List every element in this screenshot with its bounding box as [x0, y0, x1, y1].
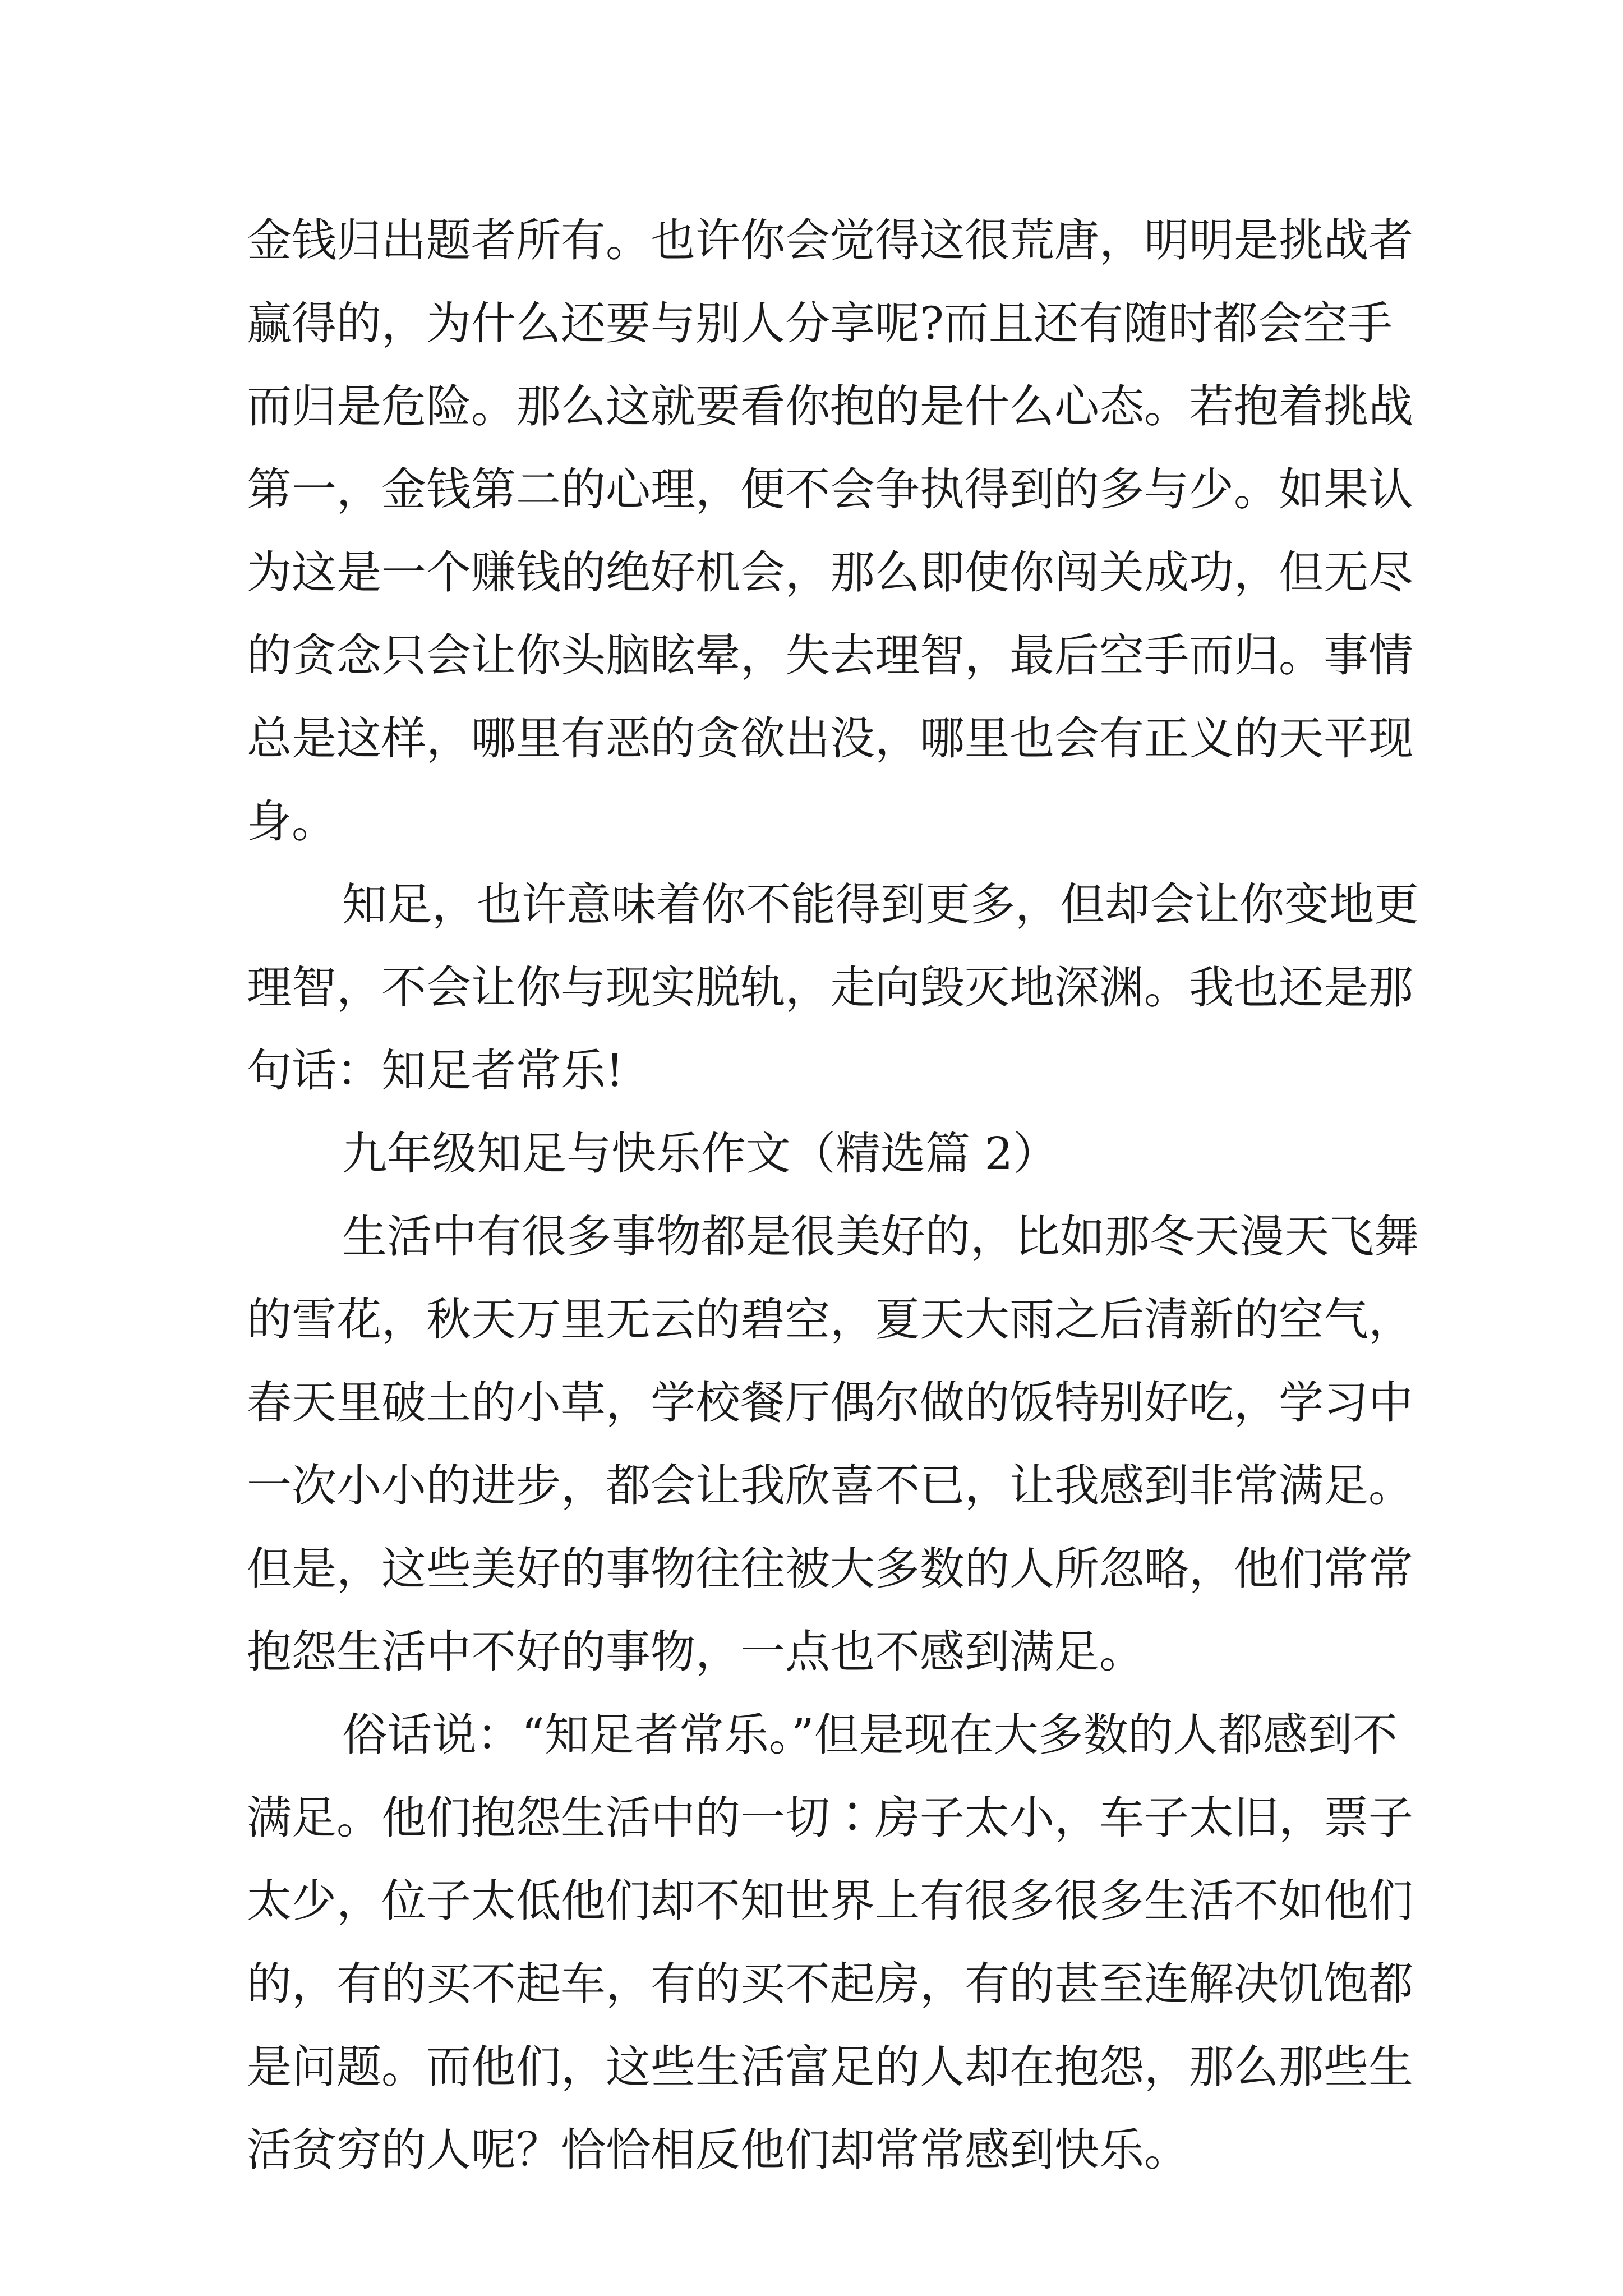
paragraph-1-line: 的贪念只会让你头脑眩晕，失去理智，最后空手而归。事情 [247, 629, 1413, 682]
paragraph-3-line: 但是，这些美好的事物往往被大多数的人所忽略，他们常常 [247, 1543, 1413, 1595]
paragraph-4-line: 的，有的买不起车，有的买不起房，有的甚至连解决饥饱都 [247, 1958, 1413, 2010]
paragraph-2-line: 理智，不会让你与现实脱轨，走向毁灭地深渊。我也还是那 [247, 961, 1413, 1014]
paragraph-4-line: 是问题。而他们，这些生活富足的人却在抱怨，那么那些生 [247, 2041, 1413, 2093]
paragraph-1-line: 赢得的，为什么还要与别人分享呢?而且还有随时都会空手 [247, 297, 1393, 349]
paragraph-3-line: 一次小小的进步，都会让我欣喜不已，让我感到非常满足。 [247, 1460, 1413, 1512]
paragraph-2-line: 知足，也许意味着你不能得到更多，但却会让你变地更 [342, 878, 1419, 931]
paragraph-2-line: 句话：知足者常乐! [247, 1045, 624, 1097]
paragraph-1-line: 总是这样，哪里有恶的贪欲出没，哪里也会有正义的天平现 [247, 712, 1413, 765]
paragraph-3-line: 抱怨生活中不好的事物，一点也不感到满足。 [247, 1626, 1144, 1678]
paragraph-1-line: 身。 [247, 795, 336, 848]
paragraph-1-line: 金钱归出题者所有。也许你会觉得这很荒唐，明明是挑战者 [247, 214, 1413, 266]
paragraph-1-line: 而归是危险。那么这就要看你抱的是什么心态。若抱着挑战 [247, 380, 1413, 432]
paragraph-4-line: 俗话说：“知足者常乐。”但是现在大多数的人都感到不 [342, 1709, 1398, 1761]
paragraph-1-line: 为这是一个赚钱的绝好机会，那么即使你闯关成功，但无尽 [247, 546, 1413, 599]
paragraph-4-line: 满足。他们抱怨生活中的一切∶房子太小，车子太旧，票子 [247, 1792, 1413, 1844]
essay-body [247, 199, 1419, 2192]
paragraph-3-line: 春天里破土的小草，学校餐厅偶尔做的饭特别好吃，学习中 [247, 1377, 1413, 1429]
paragraph-3-line: 的雪花，秋天万里无云的碧空，夏天大雨之后清新的空气， [247, 1294, 1413, 1346]
paragraph-3-line: 生活中有很多事物都是很美好的，比如那冬天漫天飞舞 [342, 1211, 1419, 1263]
section-heading: 九年级知足与快乐作文（精选篇 2） [342, 1128, 1058, 1180]
paragraph-1-line: 第一，金钱第二的心理，便不会争执得到的多与少。如果认 [247, 463, 1413, 516]
paragraph-4-line: 太少，位子太低他们却不知世界上有很多很多生活不如他们 [247, 1875, 1413, 1927]
paragraph-4-line: 活贫穷的人呢？恰恰相反他们却常常感到快乐。 [247, 2124, 1189, 2176]
